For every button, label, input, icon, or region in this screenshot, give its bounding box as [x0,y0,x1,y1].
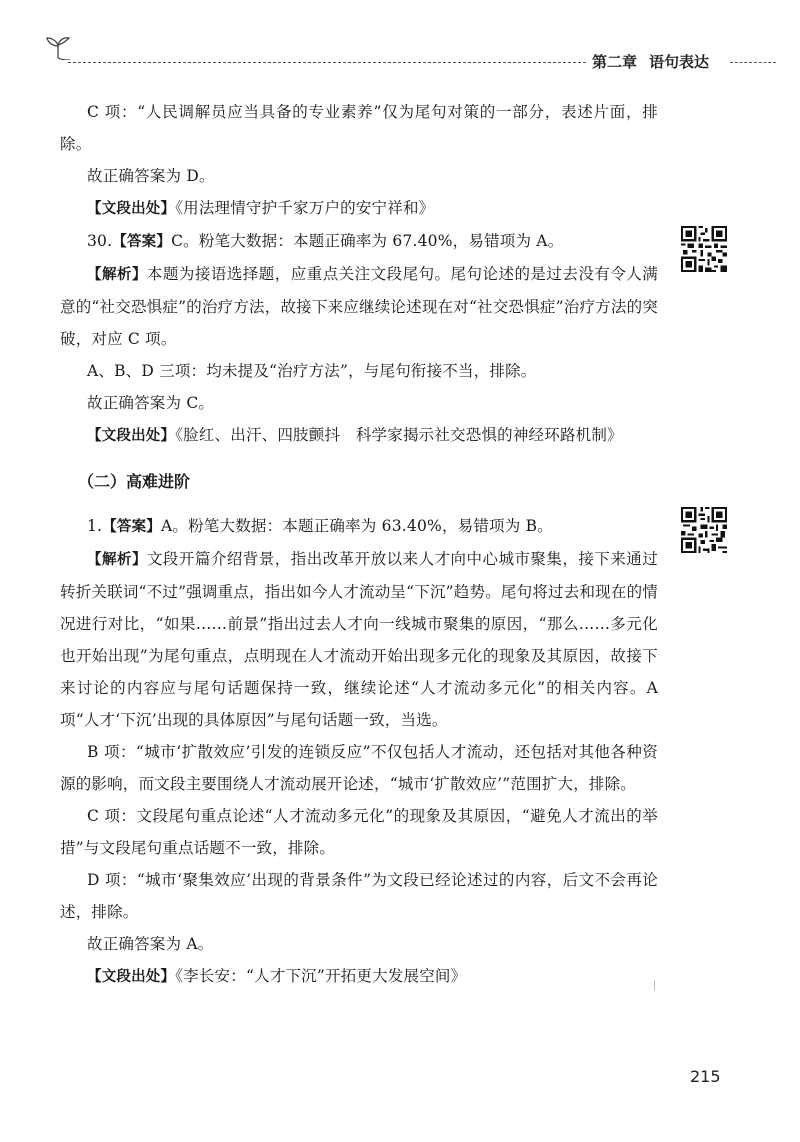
source-text: 《脸红、出汗、四肢颤抖 科学家揭示社交恐惧的神经环路机制》 [175,426,623,444]
q1-source [60,960,658,993]
source-tag: 【文段出处】 [87,969,176,985]
source-text: 《用法理情守护千家万户的安宁祥和》 [175,199,435,217]
q1-answer [60,510,658,543]
q30-conclusion: 故正确答案为 C。 [87,394,215,412]
q1-conclusion: 故正确答案为 A。 [87,935,214,953]
question-number: 1. [87,517,103,535]
answer-text: C。粉笔大数据：本题正确率为 67.40%，易错项为 A。 [171,232,564,250]
header-divider [68,62,586,63]
source-text: 《李长安：“人才下沉”开拓更大发展空间》 [175,967,467,985]
scan-mark [654,980,655,990]
analysis-tag: 【解析】 [87,552,147,568]
answer-tag: 【答案】 [112,234,172,250]
chapter-label: 第二章 [592,53,638,71]
sprout-icon [44,36,72,60]
qr-code-icon[interactable] [681,226,727,272]
chapter-title: 语句表达 [649,53,710,71]
page-body [60,96,658,993]
qr-code-icon[interactable] [681,507,727,553]
answer-text: A。粉笔大数据：本题正确率为 63.40%，易错项为 B。 [161,517,553,535]
q1-c-analysis: C 项：文段尾句重点论述“人才流动多元化”的现象及其原因，“避免人才流出的举措”与文段尾句重点话题不一致，排除。 [60,807,658,857]
q30-answer [60,225,658,258]
question-number: 30. [87,232,113,250]
analysis-tag: 【解析】 [87,267,147,283]
analysis-text: 本题为接语选择题，应重点关注文段尾句。尾句论述的是过去没有令人满意的“社交恐惧症”的治疗方法，故接下来应继续论述现在对“社交恐惧症”治疗方法的突破，对应 C 项。 [60,265,658,348]
q30-abd-analysis: A、B、D 三项：均未提及“治疗方法”，与尾句衔接不当，排除。 [87,362,537,380]
q1-b-analysis: B 项：“城市‘扩散效应’引发的连锁反应”不仅包括人才流动，还包括对其他各种资源的影响，而文段主要围绕人才流动展开论述，“城市‘扩散效应’”范围扩大，排除。 [60,743,658,793]
page-number: 215 [690,1067,721,1086]
q29-c-analysis: C 项：“人民调解员应当具备的专业素养”仅为尾句对策的一部分，表述片面，排除。 [60,103,658,153]
analysis-text: 文段开篇介绍背景，指出改革开放以来人才向中心城市聚集，接下来通过转折关联词“不过”强调重点，指出如今人才流动呈“下沉”趋势。尾句将过去和现在的情况进行对比，“如果……前景”指出过去人才向一线城市聚集的原因，“那么……多元化也开始出现”为尾句重点，点明现在人才流动开始出现多元化的现象及其原因，故接下来讨论的内容应与尾句话题保持一致，继续论述“人才流动多元化”的相关内容。A 项“人才‘下沉’出现的具体原因”与尾句话题一致，当选。 [60,550,658,729]
q30-source [60,419,658,452]
header-divider-right [730,62,776,63]
section-title: （二）高难进阶 [78,472,191,491]
q29-source [60,192,658,225]
q1-analysis [60,543,658,736]
answer-tag: 【答案】 [102,519,162,535]
chapter-header [592,51,726,72]
source-tag: 【文段出处】 [87,201,176,217]
q1-d-analysis: D 项：“城市‘聚集效应’出现的背景条件”为文段已经论述过的内容，后文不会再论述，排除。 [60,871,658,921]
source-tag: 【文段出处】 [87,428,176,444]
q29-conclusion: 故正确答案为 D。 [87,167,215,185]
q30-analysis [60,258,658,355]
